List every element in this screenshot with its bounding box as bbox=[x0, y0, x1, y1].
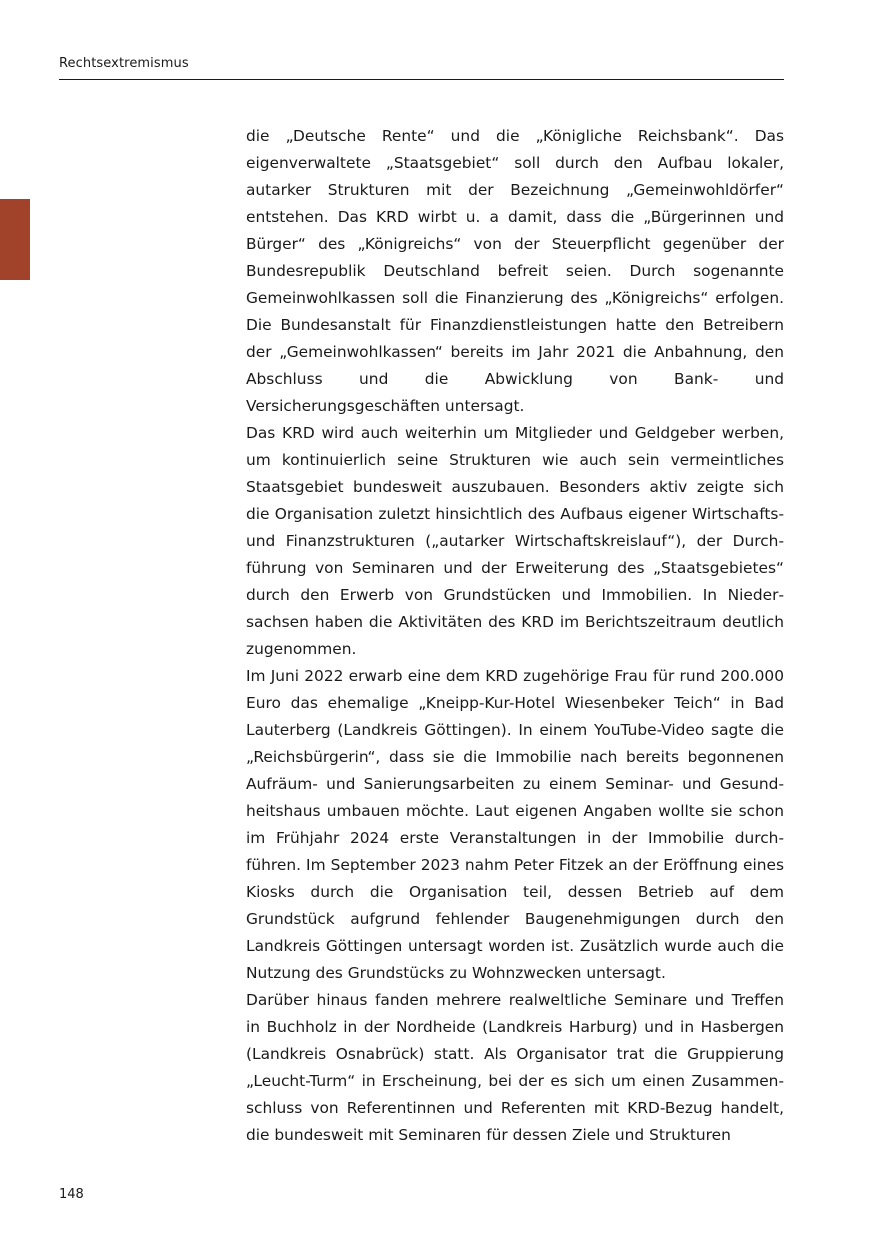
paragraph-2: Das KRD wird auch weiterhin um Mitglieder und Geldgeber werben, um kontinuierlich seine Strukturen wie auch sein vermeintliches Staatsgebiet bundesweit auszubauen. Besonders aktiv zeigte sich die Organisation zuletzt hinsichtlich des Aufbaus eigener Wirtschafts- und Finanzstrukturen („autarker Wirtschaftskreislauf“), der Durchführung von Seminaren und der Erweiterung des „Staatsgebietes“ durch den Erwerb von Grundstücken und Immobilien. In Niedersachsen haben die Aktivitäten des KRD im Berichtszeitraum deutlich zugenommen. bbox=[246, 424, 784, 658]
paragraph-4: Darüber hinaus fanden mehrere realweltliche Seminare und Treffen in Buchholz in der Nordheide (Landkreis Harburg) und in Hasbergen (Landkreis Osnabrück) statt. Als Organisator trat die Gruppierung „Leucht-Turm“ in Erscheinung, bei der es sich um einen Zusammenschluss von Referentinnen und Referenten mit KRD-Bezug handelt, die bundesweit mit Seminaren für dessen Ziele und Strukturen bbox=[246, 991, 784, 1144]
running-header: Rechtsextremismus bbox=[59, 56, 189, 71]
paragraph-1: die „Deutsche Rente“ und die „Königliche Reichsbank“. Das eigenverwaltete „Staatsgebiet“ soll durch den Aufbau lokaler, autarker Strukturen mit der Bezeichnung „Gemeinwohldörfer“ entstehen. Das KRD wirbt u. a damit, dass die „Bürgerinnen und Bürger“ des „Königreichs“ von der Steuerpflicht gegenüber der Bundesrepublik Deutschland befreit seien. Durch sogenannte Gemeinwohlkassen soll die Finanzierung des „Königreichs“ erfolgen. Die Bundesanstalt für Finanzdienstleistungen hatte den Betreibern der „Gemeinwohlkassen“ bereits im Jahr 2021 die Anbahnung, den Abschluss und die Abwicklung von Bank- und Versicherungsgeschäften untersagt. bbox=[246, 127, 784, 415]
page-number: 148 bbox=[59, 1187, 84, 1202]
header-rule bbox=[59, 79, 784, 80]
body-text bbox=[246, 123, 784, 1149]
paragraph-3: Im Juni 2022 erwarb eine dem KRD zugehörige Frau für rund 200.000 Euro das ehemalige „Kneipp-Kur-Hotel Wiesenbeker Teich“ in Bad Lauterberg (Landkreis Göttingen). In einem YouTube-Video sagte die „Reichsbürgerin“, dass sie die Immobilie nach bereits begonnenen Aufräum- und Sanierungsarbeiten zu einem Seminar- und Gesundheitshaus umbauen möchte. Laut eigenen Angaben wollte sie schon im Frühjahr 2024 erste Veranstaltungen in der Immobilie durchführen. Im September 2023 nahm Peter Fitzek an der Eröffnung eines Kiosks durch die Organisation teil, dessen Betrieb auf dem Grundstück aufgrund fehlender Baugenehmigungen durch den Landkreis Göttingen untersagt worden ist. Zusätzlich wurde auch die Nutzung des Grundstücks zu Wohnzwecken untersagt. bbox=[246, 667, 784, 982]
chapter-marker-tab bbox=[0, 199, 30, 280]
